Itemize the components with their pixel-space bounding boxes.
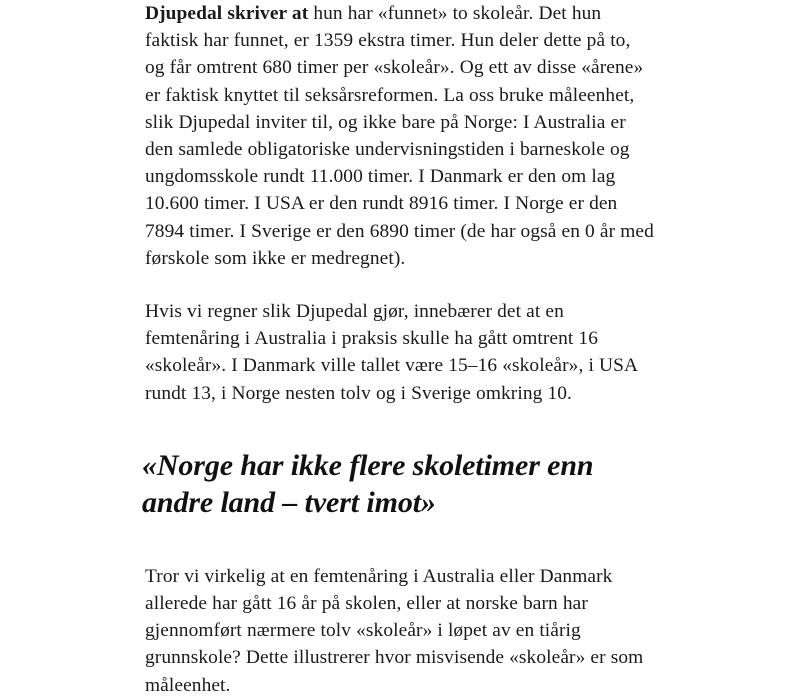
paragraph-lead-in: Djupedal skriver at	[145, 3, 309, 24]
paragraph-first	[145, 0, 655, 272]
article-body	[142, 0, 655, 699]
paragraph-first-text: hun har «funnet» to skoleår. Det hun faktisk har funnet, er 1359 ekstra timer. Hun deler dette på to, og får omtrent 680 timer per «skoleår». Og ett av disse «årene» er faktisk knyttet til seksårsreformen. La oss bruke måleenhet, slik Djupedal inviter til, og ikke bare på Norge: I Australia er den samlede obligatoriske undervisningstiden i barneskole og ungdomsskole rundt 11.000 timer. I Danmark er den om lag 10.600 timer. I USA er den rundt 8916 timer. I Norge er den 7894 timer. I Sverige er den 6890 timer (de har også en 0 år med førskole som ikke er medregnet).	[145, 3, 654, 269]
paragraph-second: Hvis vi regner slik Djupedal gjør, innebærer det at en femtenåring i Australia i praksis skulle ha gått omtrent 16 «skoleår». I Danmark ville tallet være 15–16 «skoleår», i USA rundt 13, i Norge nesten tolv og i Sverige omkring 10.	[145, 301, 637, 404]
paragraph-third: Tror vi virkelig at en femtenåring i Australia eller Danmark allerede har gått 16 år på skolen, eller at norske barn har gjennomført nærmere tolv «skoleår» i løpet av en tiårig grunnskole? Dette illustrerer hvor misvisende «skoleår» er som måleenhet.	[145, 565, 644, 696]
pull-quote-heading: «Norge har ikke flere skoletimer enn andre land – tvert imot»	[142, 448, 594, 519]
